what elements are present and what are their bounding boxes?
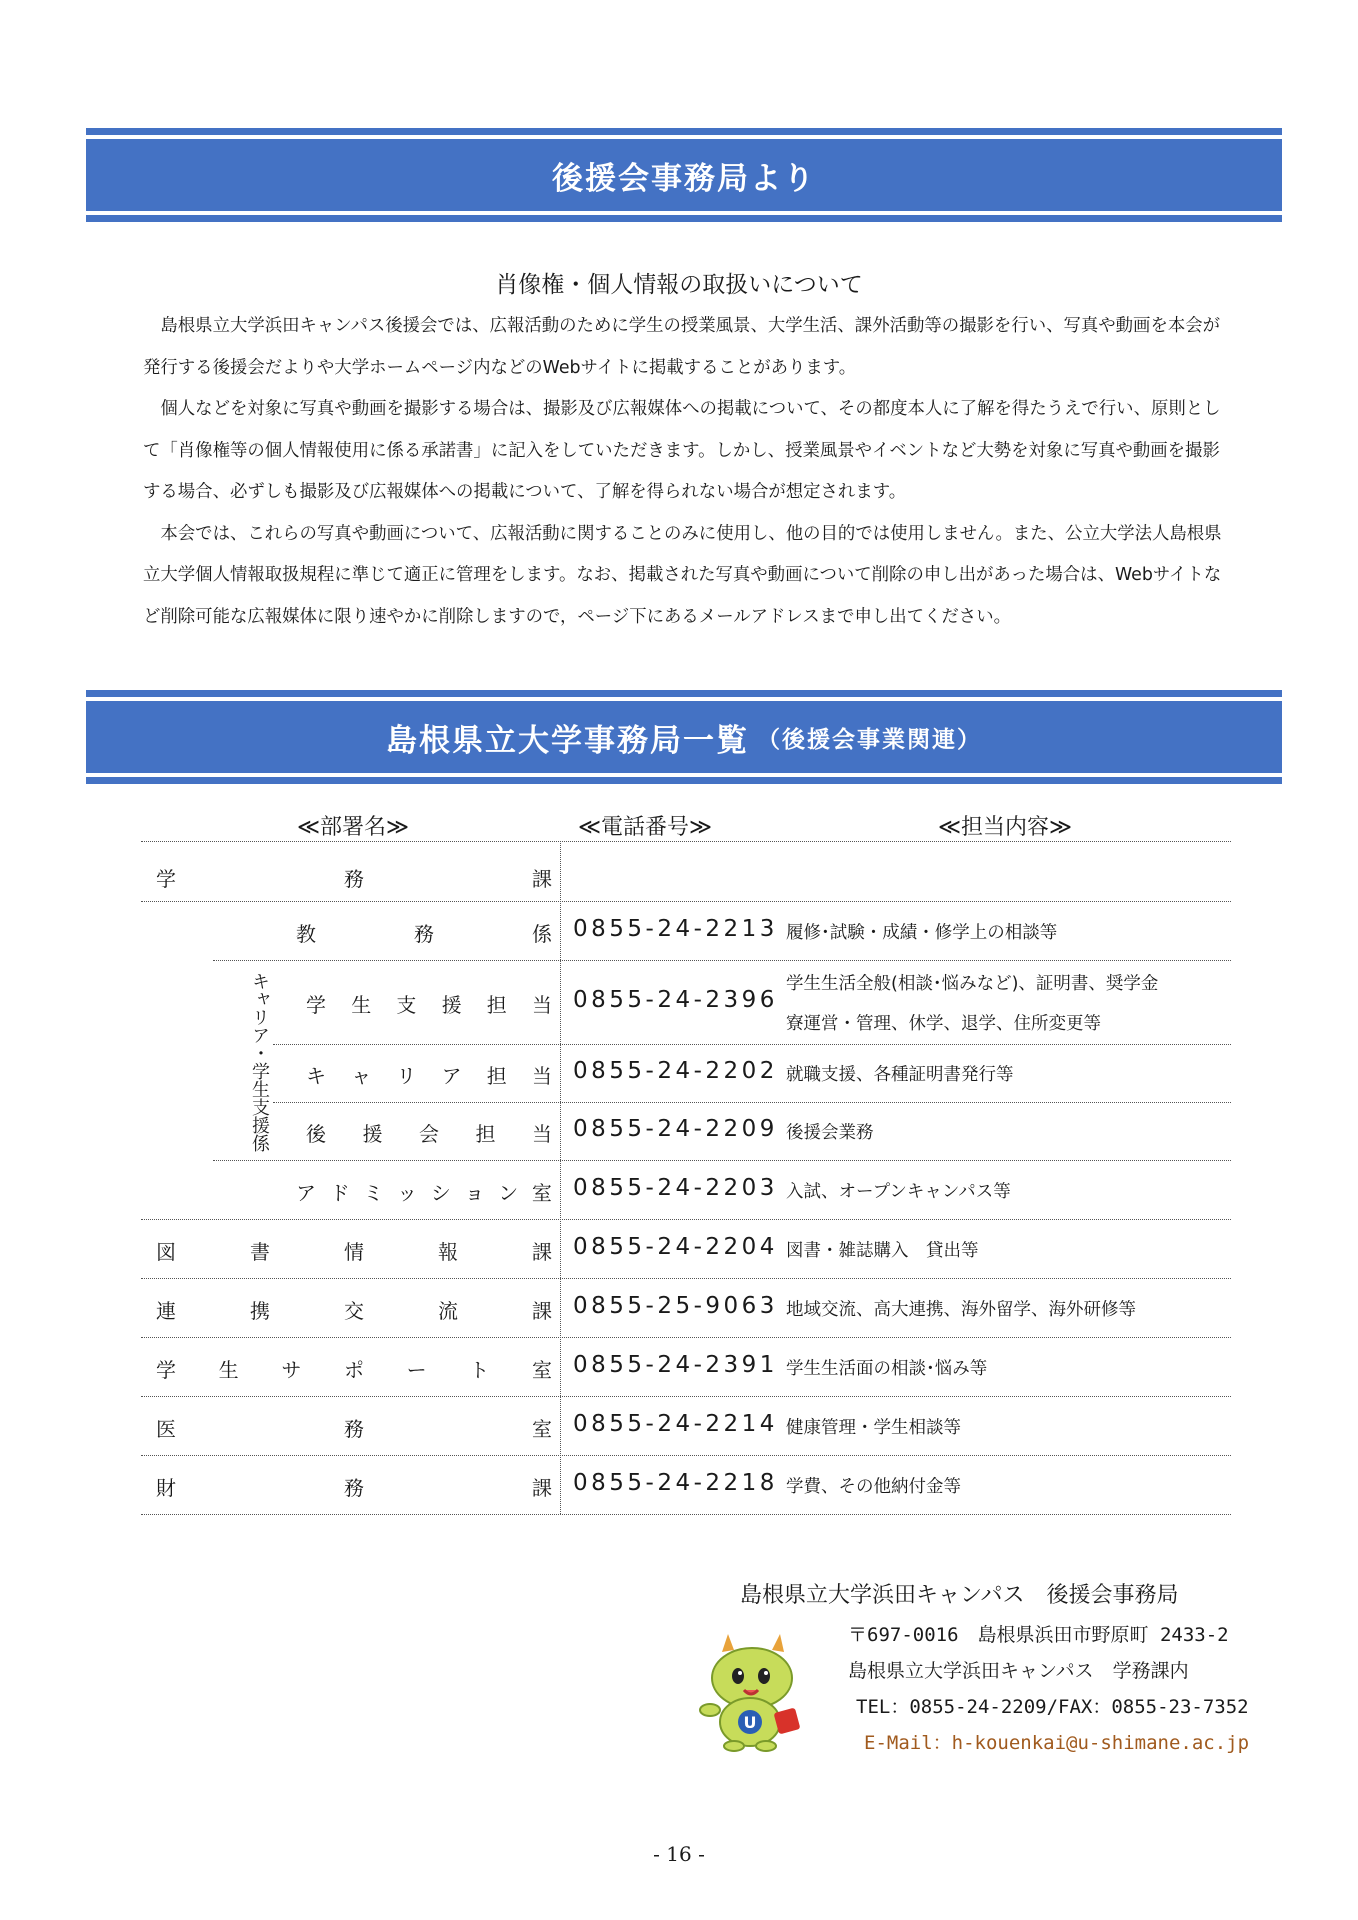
dept-char: ン [498, 1180, 519, 1205]
dept-char: 務 [344, 867, 364, 891]
dept-char: 務 [414, 922, 434, 946]
dept-char: 室 [531, 1180, 552, 1205]
dept-name [306, 989, 552, 1018]
dept-char: 援 [441, 993, 462, 1017]
dept-char: 交 [344, 1298, 364, 1323]
duty-text: 健康管理・学生相談等 [786, 1417, 961, 1438]
dept-char: 連 [156, 1298, 176, 1323]
section-banner-offices [86, 690, 1282, 784]
dept-char: 課 [532, 867, 552, 891]
dept-name [306, 1060, 552, 1089]
dept-char: 当 [531, 993, 552, 1017]
section-title: 後援会事務局より [552, 160, 816, 197]
table-divider [141, 1337, 1231, 1338]
dept-char: 後 [306, 1122, 326, 1146]
dept-name [156, 1354, 552, 1383]
dept-char: 務 [344, 1475, 364, 1500]
dept-char: シ [430, 1180, 451, 1205]
phone-number: 0855-25-9063 [573, 1292, 778, 1319]
dept-char: 当 [532, 1122, 552, 1146]
dept-name [296, 918, 552, 947]
phone-number: 0855-24-2213 [573, 916, 778, 942]
column-divider [560, 841, 561, 1514]
table-divider [141, 841, 1231, 842]
dept-char: ア [441, 1064, 462, 1088]
header-phone: ≪電話番号≫ [578, 815, 713, 840]
duty-text: 履修･試験・成績・修学上の相談等 [786, 923, 1058, 943]
privacy-heading: 肖像権・個人情報の取扱いについて [495, 272, 863, 298]
dept-char: 会 [419, 1122, 439, 1146]
dept-char: ー [406, 1357, 427, 1382]
duty-text: 学費、その他納付金等 [786, 1476, 961, 1497]
section-subtitle: （後援会事業関連） [757, 726, 982, 753]
duty-text: 後援会業務 [786, 1123, 874, 1143]
dept-char: 課 [532, 1298, 552, 1323]
phone-number: 0855-24-2203 [573, 1174, 778, 1201]
table-divider [141, 901, 1231, 902]
dept-char: 援 [362, 1122, 383, 1146]
dept-char: 支 [396, 993, 417, 1017]
dept-name [296, 1177, 552, 1206]
dept-char: ド [329, 1180, 350, 1205]
duty-text: 入試、オープンキャンパス等 [786, 1181, 1011, 1202]
dept-name [156, 1472, 552, 1501]
dept-char: ョ [464, 1180, 485, 1205]
dept-char: 担 [475, 1122, 496, 1146]
phone-number: 0855-24-2218 [573, 1469, 778, 1496]
dragon-mascot-icon [694, 1630, 812, 1754]
phone-number: 0855-24-2391 [573, 1351, 778, 1378]
dept-char: 携 [250, 1298, 270, 1323]
campus-address: 島根県立大学浜田キャンパス 学務課内 [848, 1660, 1189, 1682]
dept-name [156, 863, 552, 892]
dept-char: 係 [532, 922, 552, 946]
privacy-paragraph: 個人などを対象に写真や動画を撮影する場合は、撮影及び広報媒体への掲載について、その都度本人に了解を得たうえで行い、原則として「肖像権等の個人情報使用に係る承諾書」に記入をしていただきます。しかし、授業風景やイベントなど大勢を対象に写真や動画を撮影する場合、必ずしも撮影及び広報媒体への掲載について、了解を得られない場合が想定されます。 [143, 399, 1221, 502]
table-divider [141, 1278, 1231, 1279]
tel-fax: TEL：0855-24-2209/FAX：0855-23-7352 [856, 1696, 1249, 1718]
dept-char: ア [296, 1180, 316, 1205]
table-divider [213, 960, 1231, 961]
dept-name [156, 1236, 552, 1265]
section-banner-kouenkai [86, 128, 1282, 222]
dept-char: 室 [531, 1357, 552, 1382]
header-duty: ≪担当内容≫ [938, 815, 1073, 840]
phone-number: 0855-24-2396 [573, 987, 778, 1013]
dept-char: 室 [532, 1416, 552, 1441]
section-title: 島根県立大学事務局一覧 [386, 722, 749, 759]
phone-number: 0855-24-2214 [573, 1410, 778, 1437]
table-divider [273, 1044, 1231, 1045]
table-divider [273, 1102, 1231, 1103]
dept-char: 教 [296, 922, 316, 946]
dept-char: 学 [156, 1357, 176, 1382]
table-divider [141, 1514, 1231, 1515]
dept-char: 担 [486, 1064, 507, 1088]
duty-text: 就職支援、各種証明書発行等 [786, 1065, 1014, 1085]
table-divider [141, 1396, 1231, 1397]
duty-text: 図書・雑誌購入 貸出等 [786, 1240, 979, 1261]
page-number: - 16 - [653, 1842, 705, 1866]
dept-char: 学 [306, 993, 326, 1017]
dept-name [306, 1118, 552, 1147]
dept-char: 担 [486, 993, 507, 1017]
table-divider [141, 1219, 1231, 1220]
dept-char: ッ [397, 1180, 418, 1205]
phone-number: 0855-24-2202 [573, 1058, 778, 1084]
phone-number: 0855-24-2204 [573, 1233, 778, 1260]
dept-char: 情 [344, 1239, 364, 1264]
dept-char: 書 [250, 1239, 270, 1264]
dept-char: キ [306, 1064, 326, 1088]
dept-char: サ [281, 1357, 302, 1382]
dept-char: 医 [156, 1416, 176, 1441]
dept-char: 課 [532, 1239, 552, 1264]
dept-char: 課 [532, 1475, 552, 1500]
office-name: 島根県立大学浜田キャンパス 後援会事務局 [740, 1583, 1179, 1608]
dept-char: 生 [351, 993, 372, 1017]
dept-char: 図 [156, 1239, 176, 1264]
phone-number: 0855-24-2209 [573, 1116, 778, 1142]
privacy-paragraph: 島根県立大学浜田キャンパス後援会では、広報活動のために学生の授業風景、大学生活、課外活動等の撮影を行い、写真や動画を本会が発行する後援会だよりや大学ホームページ内などのWebサイトに掲載することがあります。 [143, 316, 1221, 378]
dept-char: リ [396, 1064, 417, 1088]
career-group-label: キャリア・学生支援係 [249, 972, 270, 1152]
dept-char: 務 [344, 1416, 364, 1441]
dept-name [156, 1413, 552, 1442]
dept-char: 流 [438, 1298, 458, 1323]
privacy-body [143, 306, 1233, 638]
dept-char: 財 [156, 1475, 176, 1500]
dept-char: 当 [531, 1064, 552, 1088]
table-divider [141, 1455, 1231, 1456]
dept-char: ポ [343, 1357, 364, 1382]
mascot-letter: U [743, 1713, 757, 1732]
postal-address: 〒697-0016 島根県浜田市野原町 2433-2 [848, 1624, 1229, 1646]
privacy-paragraph: 本会では、これらの写真や動画について、広報活動に関することのみに使用し、他の目的では使用しません。また、公立大学法人島根県立大学個人情報取扱規程に準じて適正に管理をします。なお、掲載された写真や動画について削除の申し出があった場合は、Webサイトなど削除可能な広報媒体に限り速やかに削除しますので，ページ下にあるメールアドレスまで申し出てください。 [143, 523, 1222, 627]
duty-text: 寮運営・管理、休学、退学、住所変更等 [786, 1014, 1101, 1034]
dept-char: 生 [218, 1357, 239, 1382]
dept-char: ト [469, 1357, 490, 1382]
dept-char: ミ [363, 1180, 384, 1205]
dept-name [156, 1295, 552, 1324]
duty-text: 学生生活面の相談･悩み等 [786, 1358, 988, 1379]
duty-text: 学生生活全般(相談･悩みなど)、証明書、奨学金 [786, 974, 1159, 994]
dept-char: 学 [156, 867, 176, 891]
duty-text: 地域交流、高大連携、海外留学、海外研修等 [786, 1299, 1136, 1320]
email-address: E-Mail：h-kouenkai@u-shimane.ac.jp [864, 1732, 1250, 1754]
dept-char: 報 [438, 1239, 458, 1264]
dept-char: ャ [351, 1064, 372, 1088]
header-dept: ≪部署名≫ [297, 815, 410, 840]
table-divider [213, 1160, 1231, 1161]
